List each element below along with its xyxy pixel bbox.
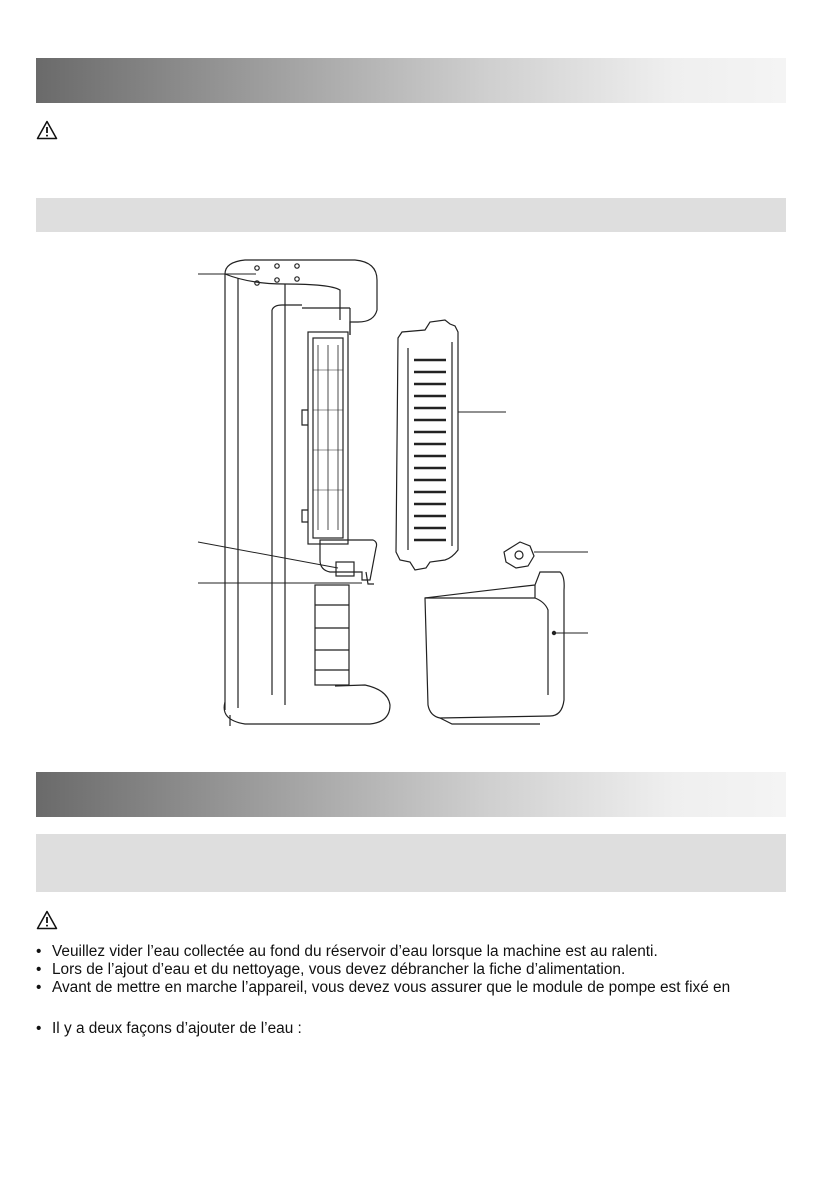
tower-body <box>224 260 390 726</box>
callout-lines <box>198 274 588 633</box>
instruction-list <box>36 943 730 997</box>
section-header-bar <box>36 58 786 103</box>
ice-pack <box>504 542 534 568</box>
pump-module <box>320 540 377 584</box>
warning-triangle-icon <box>36 120 58 140</box>
list-item: • Lors de l’ajout d’eau et du nettoyage, vous devez débrancher la fiche d’alimentation. <box>36 961 730 979</box>
subsection-header-bar <box>36 198 786 232</box>
honeycomb-filter <box>396 320 458 570</box>
control-buttons <box>255 264 299 285</box>
water-tank-slot <box>315 585 349 685</box>
warning-triangle-icon <box>36 910 58 930</box>
subsection-header-bar <box>36 834 786 892</box>
instruction-list-extra <box>36 1020 302 1038</box>
inner-filter-frame <box>302 332 348 544</box>
air-cooler-exploded-diagram <box>190 250 610 740</box>
water-tank <box>425 572 564 724</box>
list-item: • Veuillez vider l’eau collectée au fond du réservoir d’eau lorsque la machine est au ralenti. <box>36 943 730 961</box>
section-header-bar <box>36 772 786 817</box>
list-item: • Il y a deux façons d’ajouter de l’eau : <box>36 1020 302 1038</box>
list-item: • Avant de mettre en marche l’appareil, vous devez vous assurer que le module de pompe est fixé en <box>36 979 730 997</box>
